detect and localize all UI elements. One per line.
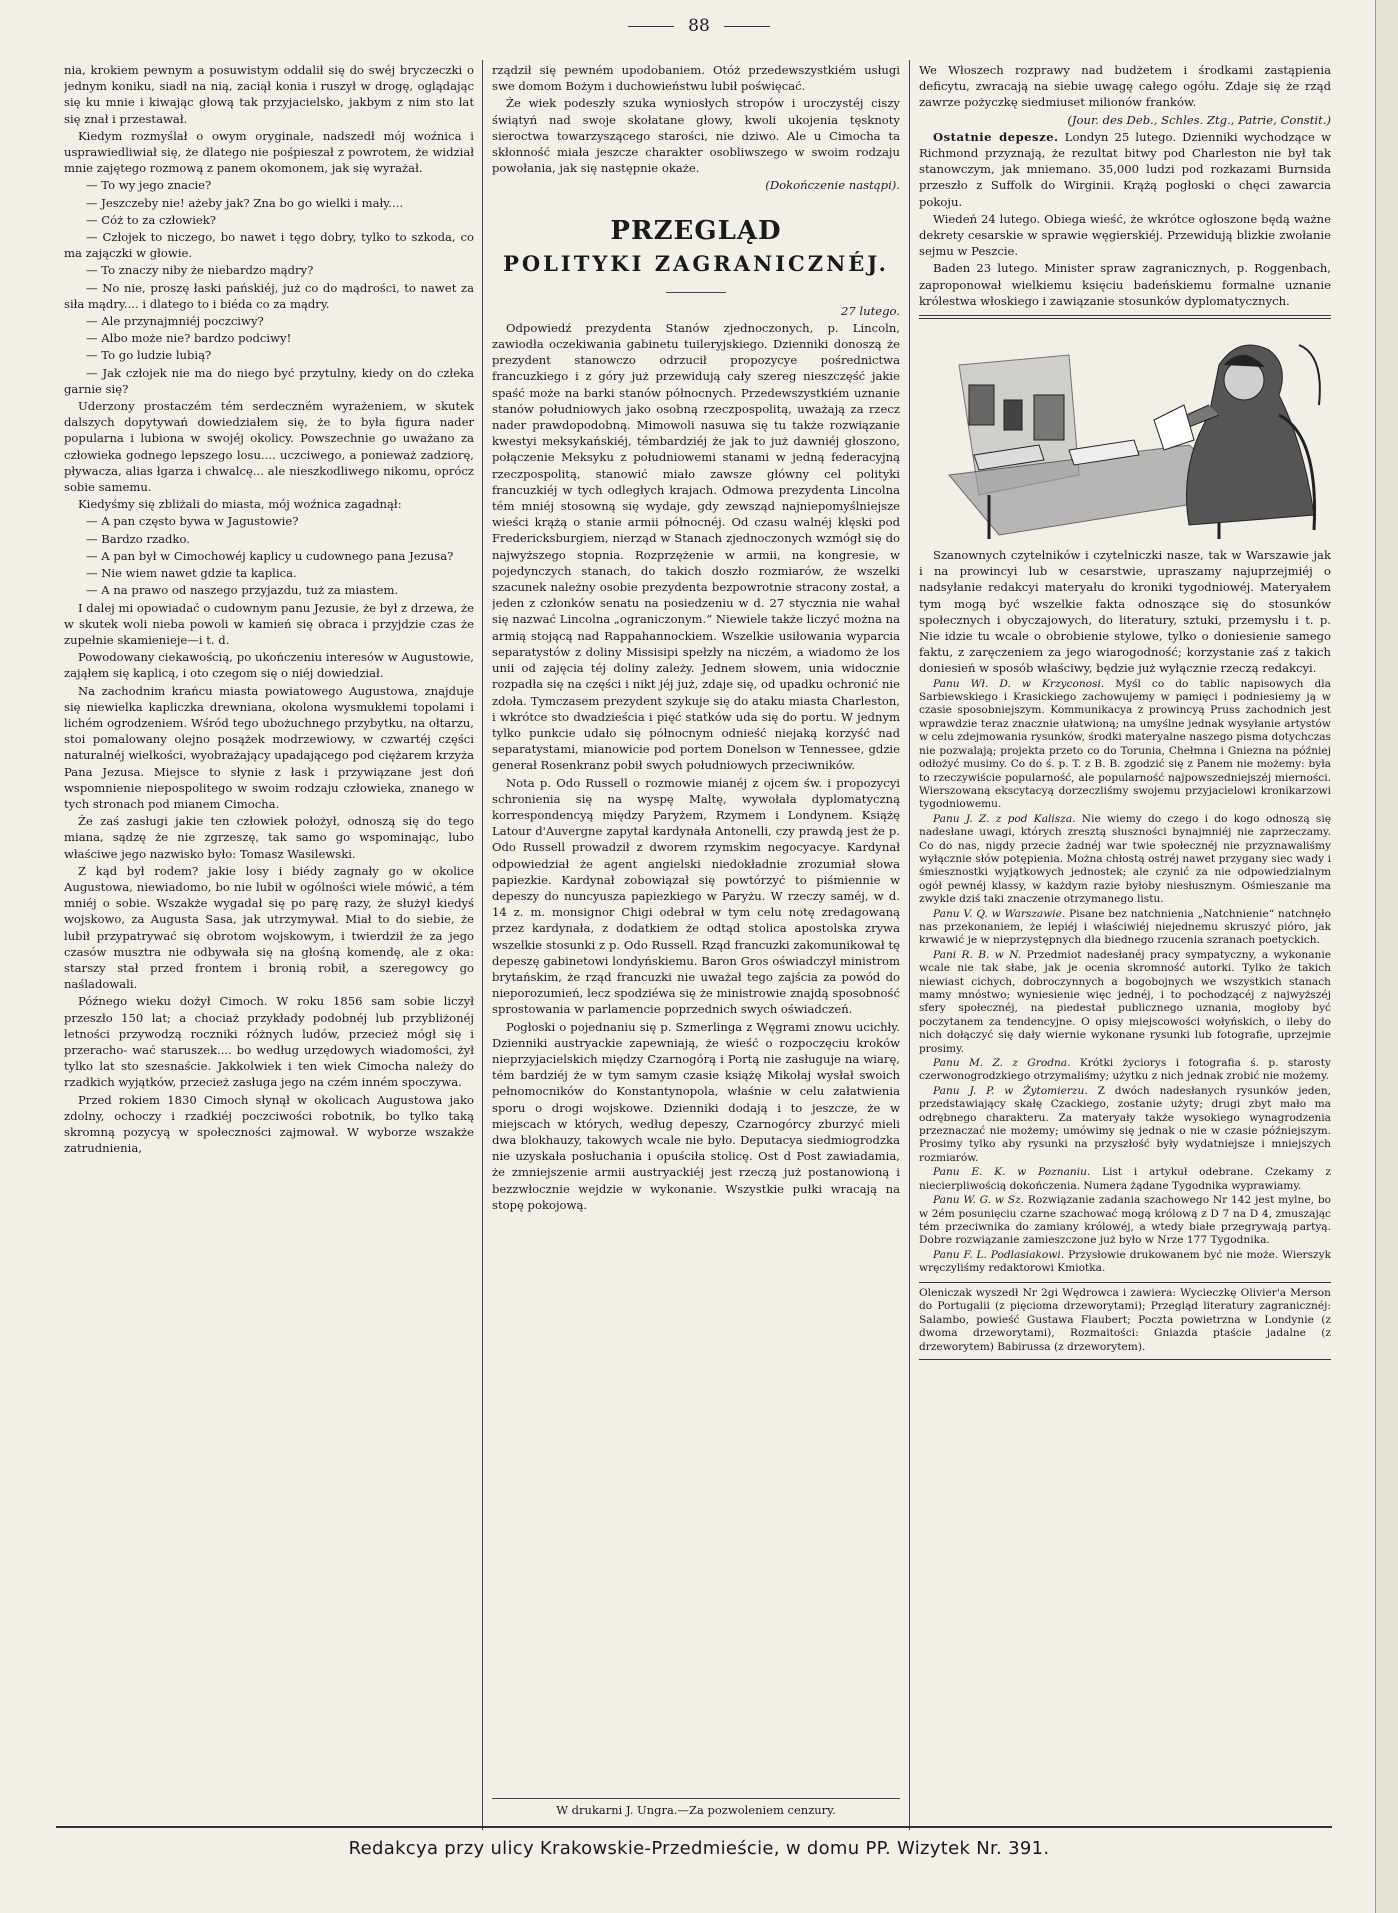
dialogue-line: — To wy jego znacie?: [86, 178, 212, 193]
story-paragraph: Że wiek podeszły szuka wyniosłych stropów i uroczystéj ciszy świątyń nad swoje skołatane głowy, kwoli ukojenia tęsknoty sieroctwa towarzyszącego starości, nie dziwo. Ale u Cimocha ta skłonność miała jeszcze charakter osobliwszego w swoim rodzaju powołania, jak się następnie okaże.: [492, 96, 900, 176]
editorial-notices: [919, 678, 1331, 1276]
next-page-edge: [1375, 0, 1398, 1913]
notice-text: Rozwiązanie zadania szachowego Nr 142 jest mylne, bo w 2ém posunięciu czarne szachować mogą królową z D 7 na D 4, zmuszając tém przeciwnika do zamiany królowéj, a wtedy białe przegrywają partyą. Dobre rozwiązanie zamieszczone już było w Nrze 177 Tygodnika.: [919, 1194, 1331, 1247]
dialogue-line: — Cóż to za człowiek?: [86, 212, 217, 227]
dialogue-line: — Albo może nie? bardzo podciwy!: [86, 331, 292, 346]
story-paragraph: rządził się pewném upodobaniem. Otóż przedewszystkiém usługi swe domom Bożym i duchowieństwu lubił poświęcać.: [492, 63, 900, 94]
dialogue-line: — Jeszczeby nie! ażeby jak? Zna bo go wielki i mały....: [86, 195, 404, 210]
column-divider-left: [482, 60, 483, 1830]
notice-item: [919, 813, 1331, 907]
page-number-rule-left: [628, 26, 674, 27]
notice-text: Przysłowie drukowanem być nie może. Wierszyk wręczyliśmy redaktorowi Kmiotka.: [919, 1248, 1331, 1275]
notice-text: List i artykuł odebrane. Czekamy z niecierpliwością dokończenia. Numera żądane Tygodnika wyprawiamy.: [919, 1166, 1331, 1192]
page-number: [0, 16, 1398, 36]
story-paragraph: nia, krokiem pewnym a posuwistym oddalił się do swéj bryczeczki o jednym koniku, siadł na nią, zaciął konia i ruszył w drogę, oglądając się ku mnie i kiwając głową tak przyjacielsko, jakbym z nim sto lat się znał i przestawał.: [64, 63, 474, 126]
dialogue-line: — To go ludzie lubią?: [86, 348, 212, 363]
notice-item: [919, 1249, 1331, 1276]
footer-rule: [56, 1826, 1332, 1828]
dialogue-line: — Ale przynajmniéj poczciwy?: [86, 314, 264, 329]
footer-address: Redakcya przy ulicy Krakowskie-Przedmieście, w domu PP. Wizytek Nr. 391.: [348, 1838, 1050, 1859]
contents-announcement-box: Oleniczak wyszedł Nr 2gi Wędrowca i zawiera: Wycieczkę Olivier'a Merson do Portugalii (z pięcioma drzeworytami); Przegląd literatury zagranicznéj: Salambo, powieść Gustawa Flaubert; Poczta powietrzna w Londynie (z dwoma drzeworytami), Rozmaitości: Gniazda ptaście jadalne (z drzeworytem) Babirussa (z drzeworytem).: [919, 1282, 1331, 1360]
middle-column: [492, 62, 900, 1846]
story-paragraph: Uderzony prostaczém tém serdeczném wyrażeniem, w skutek dalszych dopytywań dowiedziałem się, że to była figura nader popularna i lubiona w swojéj okolicy. Powszechnie go uważano za człowieka godnego lepszego losu.... uczciwego, a ponieważ zadziorę, pływacza, alias łgarza i chwalcę... ale nieszkodliwego nikomu, oprócz sobie samemu.: [64, 399, 474, 495]
editor-at-desk-engraving: [919, 325, 1331, 539]
dialogue-line: — No nie, proszę łaski pańskiéj, już co do mądrości, to nawet za siła mądry.... i dlatego to i biéda co za mądry.: [64, 280, 474, 311]
notice-item: [919, 1057, 1331, 1084]
news-paragraph: We Włoszech rozprawy nad budżetem i środkami zastąpienia deficytu, zwracają na siebie uwagę całego ogółu. Zdaje się że rząd zawrze pożyczkę siedmiuset milionów franków.: [919, 63, 1331, 110]
dialogue-line: — A pan często bywa w Jagustowie?: [86, 514, 299, 529]
story-paragraph: Kiedyśmy się zbliżali do miasta, mój woźnica zagadnął:: [78, 497, 402, 512]
story-paragraph: Przed rokiem 1830 Cimoch słynął w okolicach Augustowa jako zdolny, ochoczy i rzadkiéj poczciwości robotnik, bo tylko taką skromną pozycyą w społeczności zajmował. W wyborze wszakże zatrudnienia,: [64, 1092, 474, 1156]
dialogue-line: — Jak człojek nie ma do niego być przytulny, kiedy on do człeka garnie się?: [64, 365, 474, 396]
announcement-paragraph: Szanownych czytelników i czytelniczki nasze, tak w Warszawie jak i na prowincyi lub w cesarstwie, upraszamy najuprzejmiéj o nadsyłanie redakcyi materyału do kroniki tygodniowéj. Materyałem tym mogą być wszelkie fakta odnoszące się do stosunków społecznych i obyczajowych, do literatury, sztuki, przemysłu i t. p. Nie idzie tu wcale o obrobienie stylowe, tylko o doniesienie samego faktu, z zaręczeniem za jego wiarogodność; korzystanie zaś z takich doniesień w sposób właściwy, będzie już wyłącznie rzeczą redakcyi.: [919, 548, 1331, 676]
section-heading: [492, 214, 900, 280]
notice-text: Przedmiot nadesłanéj pracy sympatyczny, a wykonanie wcale nie tak słabe, jak je ocenia skromność autorki. Tylko że takich niewiast cichych, dobroczynnych a bogobojnych we wszystkich stanach mamy mnóstwo; wyniesienie więc jednéj, i to pochodzącéj z najwyższéj sfery społecznéj, na piedestał publicznego uznania, mogłoby być poczytanem za tendencyjne. O opisy miejscowości wołyńskich, o ileby do nich dołączyć się dały wiernie wykonane rysunki lub fotografie, uprzejmie prosimy.: [919, 948, 1331, 1055]
story-paragraph: Że zaś zasługi jakie ten człowiek położył, odnoszą się do tego miana, sądzę że nie zgrzeszę, tak samo go wspominając, lubo właściwe jego nazwisko było: Tomasz Wasilewski.: [64, 814, 474, 861]
dialogue-line: — Nie wiem nawet gdzie ta kaplica.: [86, 566, 297, 581]
dialogue-line: — A na prawo od naszego przyjazdu, tuż za miastem.: [86, 583, 399, 598]
notice-item: [919, 949, 1331, 1056]
notice-item: [919, 1194, 1331, 1248]
notice-text: Myśl co do tablic napisowych dla Sarbiewskiego i Krasickiego zachowujemy w pamięci i podniesiemy ją w czasie sposobniejszym. Kommunikacya z prowincyą Pruss zachodnich jest wprawdzie teraz znacznie ułatwioną; na umyślne jednak wysyłanie artystów w celu zdejmowania rysunków, środki materyalne naszego pisma dotychczas nie pozwalają; projekta przeto co do Torunia, Chełmna i Gniezna na później odłożyć musimy. Co do ś. p. T. z B. B. zgodzić się z Panem nie możemy: była to rzeczywiście popularność, ale popularność najpowszedniejszéj mierności. Wierszowaną ekscytacyą dorzeczliśmy swojemu przyjacielowi kronikarzowi tygodniowemu.: [919, 677, 1331, 811]
notice-text: Krótki życiorys i fotografia ś. p. starosty czerwonogrodzkiego otrzymaliśmy; użytku z nich jednak zrobić nie możemy.: [919, 1057, 1331, 1083]
section-divider: [919, 315, 1331, 319]
column-divider-right: [909, 60, 910, 1830]
latest-news-text: Londyn 25 lutego. Dzienniki wychodzące w Richmond przyznają, że rezultat bitwy pod Charleston nie był tak stanowczym, jak mniemano. 35,000 ludzi pod rozkazami Burnsida przeszło z Suffolk do Wirginii. Krążą pogłoski o chęci zawarcia pokoju.: [919, 129, 1331, 209]
story-paragraph: Na zachodnim krańcu miasta powiatowego Augustowa, znajduje się niewielka kapliczka drewniana, okolona wysmukłemi topolami i lichém ogrodzeniem. Wśród tego ubożuchnego przybytku, na ołtarzu, stoi pomalowany olejno posążek modrzewiowy, w czwartéj części naturalnéj wielkości, wyobrażający upadającego pod ciężarem krzyża Pana Jezusa. Miejsce to słynie z łask i przywiązane jest doń wspomnienie niepospolitego w swoim rodzaju człowieka, znanego w tych stronach pod mianem Cimocha.: [64, 683, 474, 811]
dialogue-line: — Bardzo rzadko.: [86, 531, 190, 546]
page-number-rule-right: [724, 26, 770, 27]
notice-addressee: Panu M. Z. z Grodna.: [933, 1057, 1071, 1070]
notice-text: Z dwóch nadesłanych rysunków jeden, przedstawiający skałę Czackiego, zostanie użyty; drugi zbyt mało ma odrębnego charakteru. Za materyały także wysokiego wynagrodzenia przeznaczać nie możemy; umówimy się jednak o nie w czasie późniejszym. Prosimy tylko aby rysunki na przyszłość były wydatniejsze i mniejszych rozmiarów.: [919, 1084, 1331, 1164]
dialogue-line: — To znaczy niby że niebardzo mądry?: [86, 263, 314, 278]
page-number-text: 88: [688, 16, 710, 36]
story-paragraph: Kiedym rozmyślał o owym oryginale, nadszedł mój woźnica i usprawiedliwiał się, że dlatego nie pośpieszał z powrotem, że widział mnie zajętego rozmową z panem okomonem, jak się wyrażał.: [64, 128, 474, 176]
section-title-sub: POLITYKI ZAGRANICZNÉJ.: [503, 250, 889, 276]
section-title-main: PRZEGLĄD: [610, 215, 782, 246]
notice-item: [919, 678, 1331, 812]
article-date: 27 lutego.: [840, 303, 900, 318]
right-column: [919, 62, 1331, 1846]
news-paragraph: Pogłoski o pojednaniu się p. Szmerlinga z Węgrami znowu ucichły. Dzienniki austryackie zapewniają, że wieść o rozpoczęciu kroków nieprzyjacielskich między Czarnogórą i Portą nie zasługuje na wiarę, tém bardziéj że w tym samym czasie książę Mikołaj wysłał swoich pełnomocników do Konstantynopola, właśnie w celu załatwienia sporu o drogi wojskowe. Dzienniki dodają i to jeszcze, że w miejscach w których, według depeszy, Czarnogórcy zburzyć mieli dwa blokhauzy, takowych wcale nie było. Deputacya siedmiogrodzka nie uzyskała posłuchania i opuściła stolicę. Ost d Post zawiadamia, że zmniejszenie armii austryackiéj jest rzeczą już postanowioną i bezzwłocznie wejdzie w wykonanie. Wszystkie pułki wracają na stopę pokojową.: [492, 1019, 900, 1212]
notice-addressee: Panu Wł. D. w Krzyconosi.: [933, 677, 1105, 690]
sources-line: (Jour. des Deb., Schles. Ztg., Patrie, Constit.): [1067, 112, 1331, 127]
notice-item: [919, 908, 1331, 948]
latest-news-heading: Ostatnie depesze.: [933, 129, 1059, 144]
dialogue-line: — A pan był w Cimochowéj kaplicy u cudownego pana Jezusa?: [86, 548, 454, 563]
notice-addressee: Panu E. K. w Poznaniu.: [933, 1166, 1091, 1179]
notice-addressee: Panu V. Q. w Warszawie.: [933, 907, 1066, 920]
notice-item: [919, 1166, 1331, 1193]
news-paragraph: Odpowiedź prezydenta Stanów zjednoczonych, p. Lincoln, zawiodła oczekiwania gabinetu tuileryjskiego. Dzienniki donoszą że prezydent stanowczo odrzucił propozycye pośrednictwa francuzkiego i z góry już przewidują cały szereg nieszczęść jakie spaść może na barki stanów północnych. Przedewszystkiém uznanie stanów południowych jako osobną rzeczpospolitą, uważają za rzecz nader prawdopodobną. Mimowoli nasuwa się tu także rozwiązanie kwestyi meksykańskiéj, témbardziéj że jak to już dawniéj głoszono, połączenie Meksyku z południowemi stanami w jedną federacyjną rzeczpospolitą, stanowić miało zawsze główny cel polityki francuzkiéj w tych odległych krajach. Odmowa prezydenta Lincolna tém mniéj stosowną się wydaje, gdy zewsząd najniepomyślniejsze wieści krążą o stanie armii północnéj. Od czasu walnéj klęski pod Fredericksburgiem, nierząd w Stanach zjednoczonych wzmógł się do najwyższego stopnia. Rozprzężenie w armii, na kongresie, w pojedynczych stanach, do takich doszło rozmiarów, że wszelki szacunek należny osobie prezydenta bezpowrotnie stracony został, a jeden z członków senatu na posiedzeniu w d. 27 stycznia nie wahał się nazwać Lincolna „ograniczonym.“ Niewiele także liczyć można na armią stojącą nad Rappahannockiem. Wszelkie usiłowania wyparcia separatystów z doliny Missisipi spełzły na niczém, a wiadomo że los unii od zajęcia téj doliny zależy. Jednem słowem, unia widocznie rozpadła się na części i nikt jéj już, zdaje się, od upadku ochronić nie zdoła. Tymczasem prezydent szykuje się do ataku miasta Charleston, i wkrótce sto dwadzieścia i pięć statków uda się do portu. W jednym tylko punkcie udało się północnym odnieść niejaką korzyść nad separatystami, mianowicie pod portem Donelson w Tennessee, gdzie generał Rosenkranz pobił swych południowych przeciwników.: [492, 320, 900, 773]
baden-dispatch: Baden 23 lutego. Minister spraw zagranicznych, p. Roggenbach, zaproponował wielkiemu księciu badeńskiemu formalne uznanie królestwa włoskiego i zawiązanie stosunków dyplomatycznych.: [919, 261, 1331, 308]
story-paragraph: Późnego wieku dożył Cimoch. W roku 1856 sam sobie liczył przeszło 150 lat; a chociaż przykłady podobnéj lub przybliżonéj letności przywodzą roczniki różnych ludów, przecież mógł się i przeracho- wać staruszek.... bo według urzędowych wiadomości, żył tylko lat sto szesnaście. Jakkolwiek i ten wiek Cimocha należy do rzadkich wyjątków, przecież zasługa jego na czém inném spoczywa.: [64, 994, 474, 1090]
news-paragraph: Nota p. Odo Russell o rozmowie mianéj z ojcem św. i propozycyi schronienia się na wyspę Maltę, wywołała dyplomatyczną korrespondencyą między Paryżem, Rzymem i Londynem. Książę Latour d'Auvergne zapytał kardynała Antonelli, czy prawdą jest że p. Odo Russell prowadził z dworem rzymskim negocyacye. Kardynał odpowiedział że agent angielski niedokładnie zrozumiał słowa papiezkie. Kardynał zobowiązał się powtórzyć to piśmiennie w depeszy do nuncyusza papiezkiego w Paryżu. W rzeczy saméj, w d. 14 z. m. monsignor Chigi odebrał w tym celu notę zredagowaną przez kardynała, z dodatkiem że odtąd stolica apostolska zrywa wszelkie stosunki z p. Odo Russell. Rząd francuzki zakomunikował tę depeszę gabinetowi londyńskiemu. Baron Gros oświadczył ministrom brytańskim, że rząd francuzki nie uważał tego zajścia za powód do nieporozumień, lecz spodziéwa się że ministrowie znajdą sposobność sprostowania w parlamencie poprzednich swych oświadczeń.: [492, 775, 900, 1017]
notice-addressee: Panu F. L. Podlasiakowi.: [933, 1248, 1065, 1261]
continuation-note: (Dokończenie nastąpi).: [765, 178, 900, 193]
heading-rule: [666, 292, 726, 293]
notice-addressee: Panu J. Z. z pod Kalisza.: [933, 812, 1076, 825]
notice-item: [919, 1085, 1331, 1165]
notice-addressee: Panu J. P. w Żytomierzu.: [933, 1084, 1088, 1097]
story-paragraph: I dalej mi opowiadać o cudownym panu Jezusie, że był z drzewa, że w skutek woli nieba powoli w kamień się obraca i przyjdzie czas że zupełnie skamienieje—i t. d.: [64, 600, 474, 647]
story-paragraph: Powodowany ciekawością, po ukończeniu interesów w Augustowie, zająłem się kaplicą, i oto czegom się o niéj dowiedział.: [64, 650, 474, 681]
story-paragraph: Z kąd był rodem? jakie losy i biédy zagnały go w okolice Augustowa, niewiadomo, bo nie lubił w ogólności wiele mówić, a tém mniéj o sobie. Wszakże wygadał się po parę razy, że służył kiedyś wojskowo, za Augusta Sasa, jak utrzymywał. Miał to do siebie, że lubił przypatrywać się obrotom wojskowym, i twierdził że za jego czasów musztra nie odbywała się na głośną komendę, ale z oka: starszy stał przed frontem i bronią robił, a szeregowcy go naśladowali.: [64, 863, 474, 992]
dialogue-line: — Człojek to niczego, bo nawet i tęgo dobry, tylko to szkoda, co ma zajączki w głowie.: [64, 230, 474, 261]
notice-text: Nie wiemy do czego i do kogo odnoszą się nadesłane uwagi, których zresztą słuszności bynajmniéj nie zaprzeczamy. Co do nas, nigdy przecie żadnéj war twie społecznéj nie przyznawaliśmy wyłącznie słów potępienia. Można chłostą ostréj nawet przygany siec wady i śmiesznostki wyjątkowych jednostek; ale czynić za nie odpowiedzialnym ogół pewnéj klassy, w każdym razie byłoby niesłusznym. Ośmieszanie ma zwykle dziś taki znaczenie otrzymanego listu.: [919, 812, 1331, 906]
notice-text: Pisane bez natchnienia „Natchnienie“ natchnęło nas przekonaniem, że lepiéj i właściwiéj niejednemu skruszyć pióro, jak krwawić je w nieprzystępnych dla biednego rzucenia szranach poetyckich.: [919, 907, 1331, 947]
printer-line: W drukarni J. Ungra.—Za pozwoleniem cenzury.: [492, 1798, 900, 1817]
notice-addressee: Panu W. G. w Sz.: [933, 1194, 1025, 1207]
left-column: [64, 62, 474, 1880]
notice-addressee: Pani R. B. w N.: [933, 948, 1022, 961]
vienna-dispatch: Wiedeń 24 lutego. Obiega wieść, że wkrótce ogłoszone będą ważne dekrety cesarskie w sprawie węgierskiéj. Przewidują blizkie zwołanie sejmu w Peszcie.: [919, 211, 1331, 259]
